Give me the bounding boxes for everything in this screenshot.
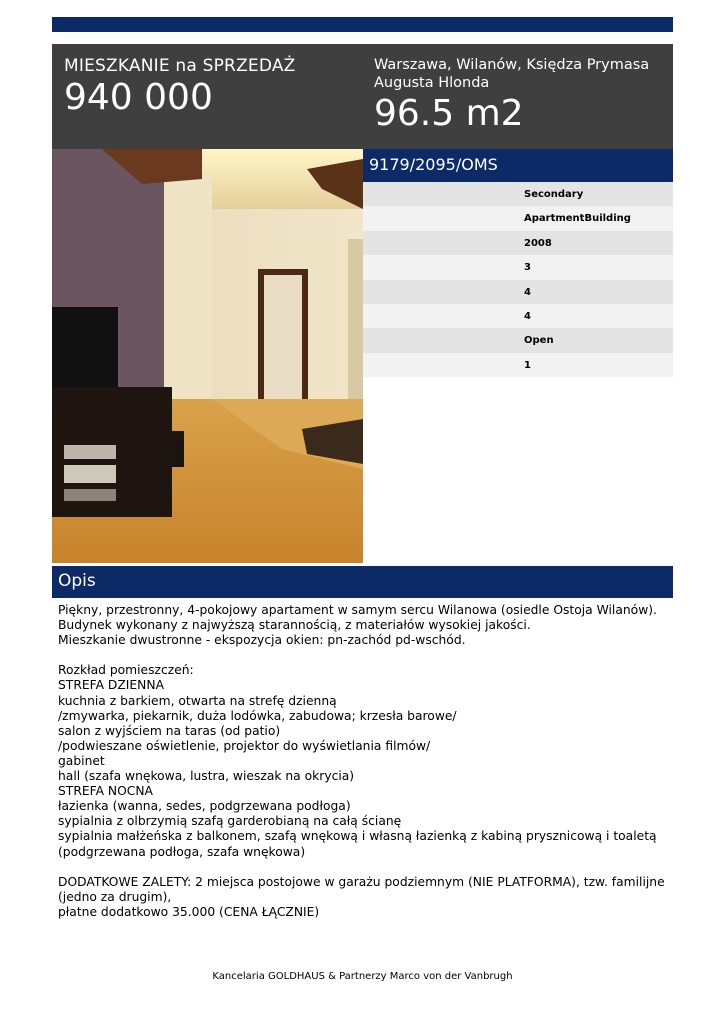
param-value: 3 bbox=[524, 262, 531, 274]
param-value: ApartmentBuilding bbox=[524, 213, 631, 225]
description-line: (podgrzewana podłoga, szafa wnękowa) bbox=[58, 844, 306, 859]
description-line: sypialnia z olbrzymią szafą garderobianą na całą ścianę bbox=[58, 814, 402, 829]
apartment-photo bbox=[52, 149, 363, 563]
description-line: /podwieszane oświetlenie, projektor do wyświetlania filmów/ bbox=[58, 738, 431, 753]
reference-number-bar bbox=[363, 149, 673, 182]
param-row bbox=[363, 353, 673, 377]
description-line: kuchnia z barkiem, otwarta na strefę dzienną bbox=[58, 693, 337, 708]
description-line: STREFA NOCNA bbox=[58, 784, 153, 799]
param-value: Secondary bbox=[524, 189, 584, 200]
param-value: 1 bbox=[524, 359, 531, 371]
listing-address: Warszawa, Wilanów, Księdza Prymasa Augusta Hlonda bbox=[374, 57, 650, 91]
description-line: Mieszkanie dwustronne - ekspozycja okien: pn-zachód pd-wschód. bbox=[58, 633, 466, 648]
description-line: sypialnia małżeńska z balkonem, szafą wnękową i własną łazienką z kabiną prysznicową i toaletą bbox=[58, 829, 657, 844]
description-line bbox=[58, 860, 670, 875]
description-line: Rozkład pomieszczeń: bbox=[58, 663, 194, 678]
param-row bbox=[363, 182, 673, 206]
description-line: hall (szafa wnękowa, lustra, wieszak na okrycia) bbox=[58, 769, 355, 784]
description-line bbox=[58, 648, 670, 663]
description-section-bar bbox=[52, 566, 673, 598]
description-line: łazienka (wanna, sedes, podgrzewana podłoga) bbox=[58, 799, 351, 814]
description-text bbox=[58, 603, 670, 920]
param-row bbox=[363, 206, 673, 230]
param-value: 4 bbox=[524, 310, 531, 322]
description-line: STREFA DZIENNA bbox=[58, 678, 164, 693]
description-line: salon z wyjściem na taras (od patio) bbox=[58, 723, 281, 738]
param-row bbox=[363, 328, 673, 352]
header-left bbox=[64, 56, 354, 120]
listing-price: 940 000 bbox=[64, 77, 213, 118]
property-parameters bbox=[363, 182, 673, 377]
description-line: /zmywarka, piekarnik, duża lodówka, zabudowa; krzesła barowe/ bbox=[58, 708, 457, 723]
param-row bbox=[363, 231, 673, 255]
param-value: 4 bbox=[524, 286, 531, 298]
param-row bbox=[363, 304, 673, 328]
description-line: Budynek wykonany z najwyższą starannością, z materiałów wysokiej jakości. bbox=[58, 618, 531, 633]
description-line: (jedno za drugim), bbox=[58, 889, 172, 904]
description-line: Piękny, przestronny, 4-pokojowy apartament w samym sercu Wilanowa (osiedle Ostoja Wilanów). bbox=[58, 603, 657, 617]
param-row bbox=[363, 255, 673, 279]
header-right bbox=[374, 56, 669, 136]
description-line: płatne dodatkowo 35.000 (CENA ŁĄCZNIE) bbox=[58, 904, 320, 919]
footer-agency: Kancelaria GOLDHAUS & Partnerzy Marco von der Vanbrugh bbox=[212, 971, 513, 982]
description-line: gabinet bbox=[58, 753, 105, 768]
param-value: 2008 bbox=[524, 237, 552, 249]
param-value: Open bbox=[524, 335, 554, 347]
section-title: Opis bbox=[58, 571, 96, 591]
param-row bbox=[363, 280, 673, 304]
listing-type: MIESZKANIE na SPRZEDAŻ bbox=[64, 56, 296, 76]
top-accent-bar bbox=[52, 17, 673, 32]
listing-area: 96.5 m2 bbox=[374, 93, 524, 134]
reference-number: 9179/2095/OMS bbox=[369, 155, 498, 174]
listing-header bbox=[52, 44, 673, 149]
description-line: DODATKOWE ZALETY: 2 miejsca postojowe w garażu podziemnym (NIE PLATFORMA), tzw. familijne bbox=[58, 874, 665, 889]
